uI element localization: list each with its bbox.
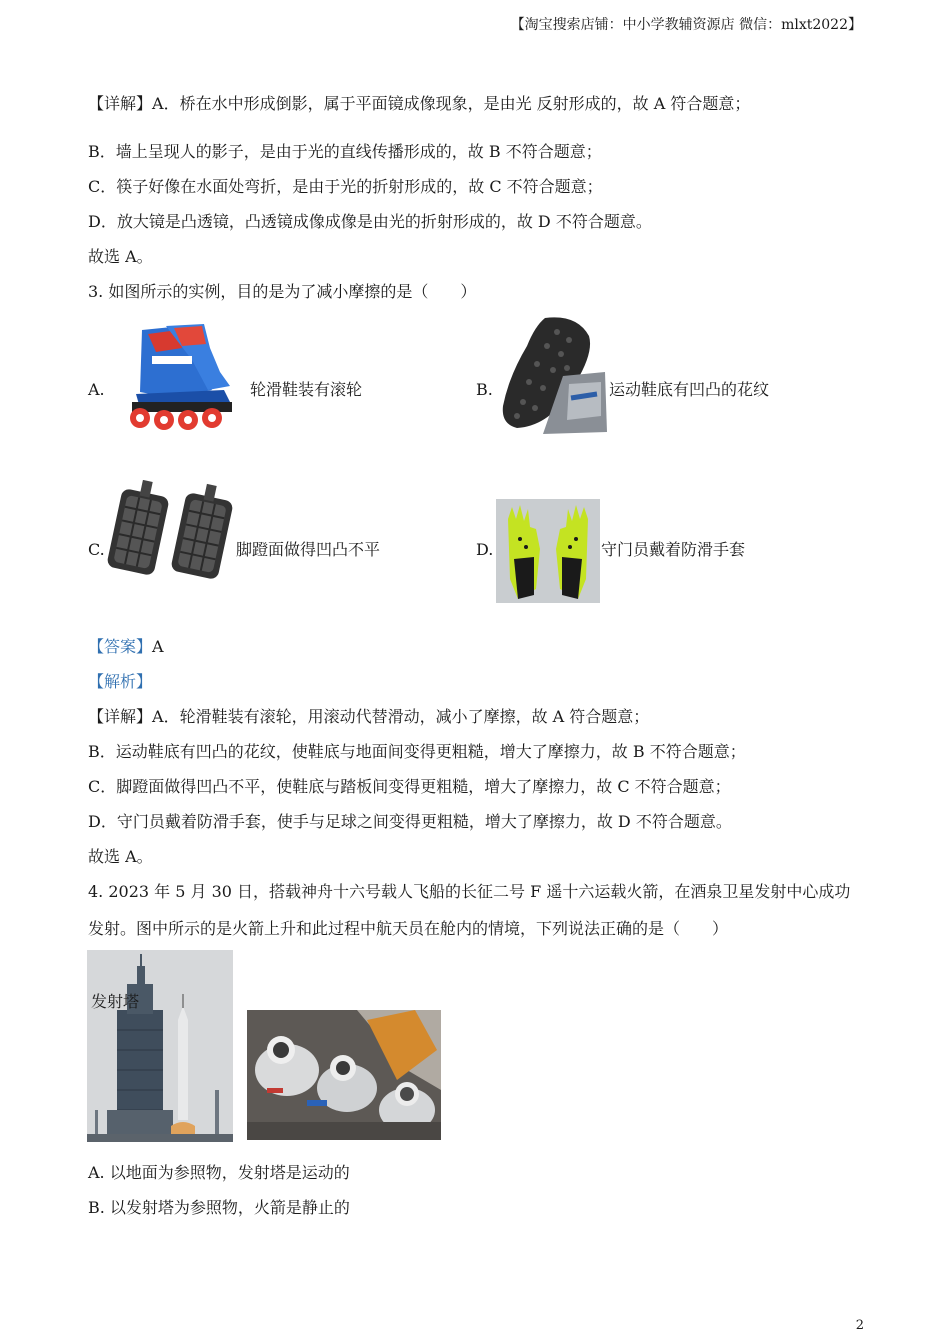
q4-option-a: A. 以地面为参照物，发射塔是运动的 [88, 1163, 350, 1182]
page-number: 2 [855, 1318, 864, 1333]
q3-option-d-caption: 守门员戴着防滑手套 [601, 540, 746, 559]
q4-option-b: B. 以发射塔为参照物，火箭是静止的 [88, 1198, 350, 1217]
page-header: 【淘宝搜索店铺：中小学教辅资源店 微信：mlxt2022】 [510, 17, 862, 33]
q2-explain-c: C．筷子好像在水面处弯折，是由于光的折射形成的，故 C 不符合题意； [88, 177, 603, 196]
sneaker-sole-image [497, 316, 607, 436]
q3-explain-d: D．守门员戴着防滑手套，使手与足球之间变得更粗糙，增大了摩擦力，故 D 不符合题意。 [88, 812, 732, 831]
answer-value: A [152, 637, 164, 656]
q3-explain-c: C．脚蹬面做得凹凸不平，使鞋底与踏板间变得更粗糙，增大了摩擦力，故 C 不符合题意； [88, 777, 731, 796]
answer-tag: 【答案】 [88, 637, 153, 656]
launch-tower-image [87, 950, 233, 1142]
q3-option-b-caption: 运动鞋底有凹凸的花纹 [609, 380, 770, 399]
tower-label: 发射塔 [91, 992, 140, 1011]
detail-tag: 【详解】 [88, 94, 153, 113]
goalkeeper-gloves-image [496, 499, 600, 603]
astronauts-cabin-image [247, 1010, 441, 1140]
pedals-image [106, 480, 234, 582]
detail-text: A．桥在水中形成倒影，属于平面镜成像现象，是由光 反射形成的，故 A 符合题意； [152, 94, 751, 113]
q3-answer-line [88, 637, 164, 657]
analysis-tag: 【解析】 [88, 672, 153, 691]
q2-conclusion: 故选 A。 [88, 247, 153, 266]
roller-skate-image [112, 320, 240, 438]
detail-tag: 【详解】 [88, 707, 153, 726]
q3-option-a-caption: 轮滑鞋装有滚轮 [250, 380, 363, 399]
q3-option-b-letter: B. [476, 380, 493, 399]
q3-option-a-letter: A. [88, 380, 105, 399]
q4-stem-line2: 发射。图中所示的是火箭上升和此过程中航天员在舱内的情境，下列说法正确的是（ ） [88, 919, 729, 938]
q3-option-c-letter: C. [88, 540, 105, 559]
q2-detail-line-a [88, 94, 750, 114]
q4-stem-line1: 4. 2023 年 5 月 30 日，搭载神舟十六号载人飞船的长征二号 F 遥十六运载火箭，在酒泉卫星发射中心成功 [88, 882, 851, 901]
q2-explain-d: D．放大镜是凸透镜，凸透镜成像成像是由光的折射形成的，故 D 不符合题意。 [88, 212, 652, 231]
q3-stem: 3. 如图所示的实例，目的是为了减小摩擦的是（ ） [88, 282, 477, 301]
q3-detail-line-a [88, 707, 649, 727]
q3-option-d-letter: D. [476, 540, 494, 559]
detail-text: A．轮滑鞋装有滚轮，用滚动代替滑动，减小了摩擦，故 A 符合题意； [152, 707, 650, 726]
q3-option-c-caption: 脚蹬面做得凹凸不平 [236, 540, 381, 559]
q2-explain-b: B．墙上呈现人的影子，是由于光的直线传播形成的，故 B 不符合题意； [88, 142, 602, 161]
q3-explain-b: B．运动鞋底有凹凸的花纹，使鞋底与地面间变得更粗糙，增大了摩擦力，故 B 不符合题意； [88, 742, 746, 761]
q3-conclusion: 故选 A。 [88, 847, 153, 866]
